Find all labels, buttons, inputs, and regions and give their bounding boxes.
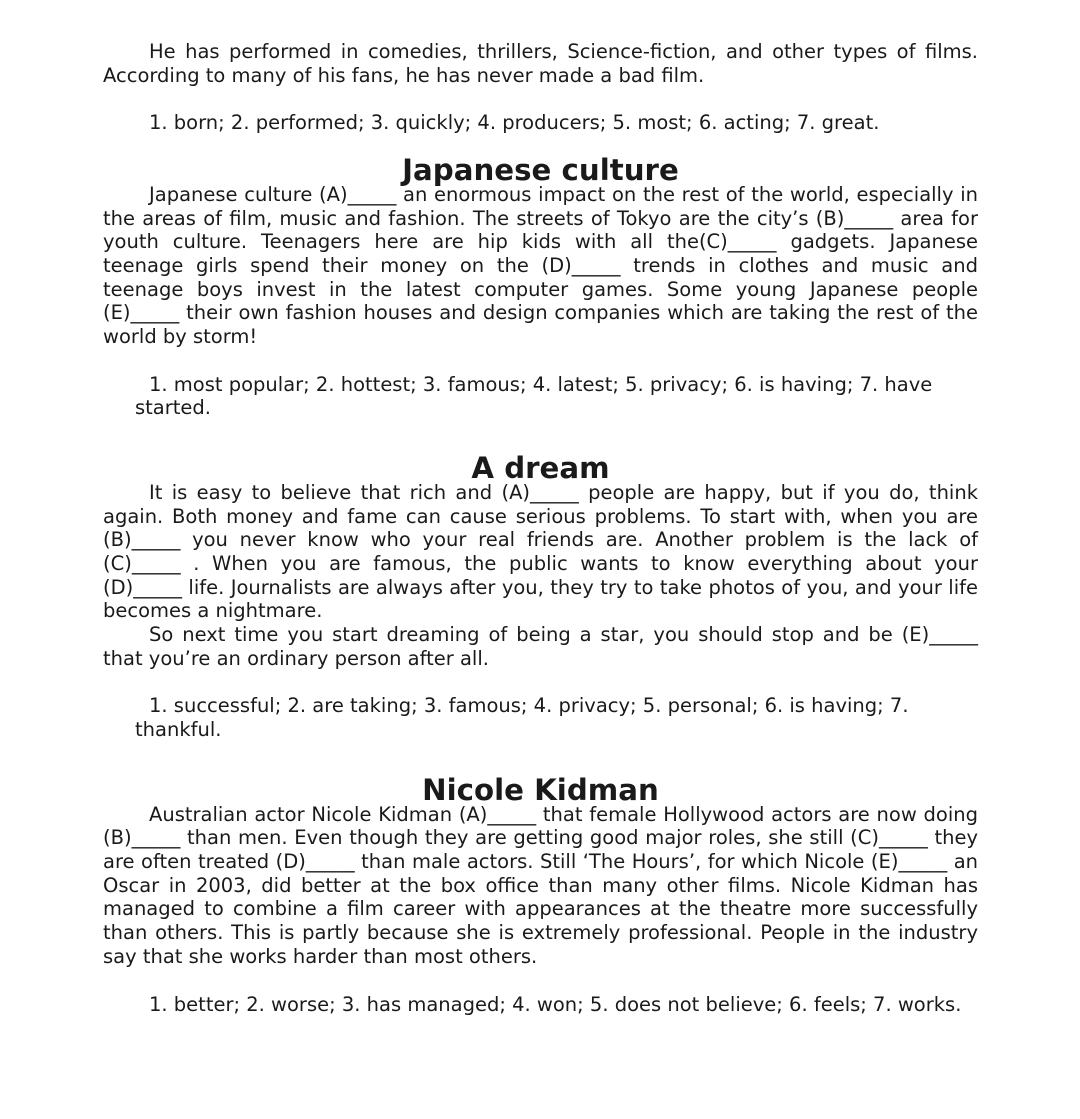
intro-paragraph: He has performed in comedies, thrillers, Science-fiction, and other types of films. According to many of his fans, he has never made a bad film.	[103, 40, 978, 87]
spacer	[103, 349, 978, 373]
nicole-kidman-options: 1. better; 2. worse; 3. has managed; 4. won; 5. does not believe; 6. feels; 7. works.	[149, 992, 962, 1016]
spacer	[103, 969, 978, 993]
intro-options: 1. born; 2. performed; 3. quickly; 4. producers; 5. most; 6. acting; 7. great.	[149, 111, 880, 135]
a-dream-paragraph-2: So next time you start dreaming of being a star, you should stop and be (E)_____ that you’re an ordinary person after all.	[103, 623, 978, 670]
spacer	[103, 670, 978, 694]
nicole-kidman-paragraph: Australian actor Nicole Kidman (A)_____ that female Hollywood actors are now doing (B)_____ than men. Even though they are getting good major roles, she still (C)_____ they are often treated (D)_____ than male actors. Still ‘The Hours’, for which Nicole (E)_____ an Oscar in 2003, did better at the box office than many other films. Nicole Kidman has managed to combine a film career with appearances at the theatre more successfully than others. This is partly because she is extremely professional. People in the industry say that she works harder than most others.	[103, 802, 978, 968]
japanese-culture-paragraph: Japanese culture (A)_____ an enormous impact on the rest of the world, especially in the areas of film, music and fashion. The streets of Tokyo are the city’s (B)_____ area for youth culture. Teenagers here are hip kids with all the(C)_____ gadgets. Japanese teenage girls spend their money on the (D)_____ trends in clothes and music and teenage boys invest in the latest computer games. Some young Japanese people (E)_____ their own fashion houses and design companies which are taking the rest of the world by storm!	[103, 182, 978, 349]
spacer	[103, 87, 978, 111]
a-dream-title: A dream	[471, 451, 610, 486]
a-dream-paragraph-1: It is easy to believe that rich and (A)_____ people are happy, but if you do, think again. Both money and fame can cause serious problems. To start with, when you are (B)_____ you never know who your real friends are. Another problem is the lack of (C)_____ . When you are famous, the public wants to know everything about your (D)_____ life. Journalists are always after you, they try to take photos of you, and your life becomes a nightmare.	[103, 480, 978, 623]
japanese-culture-options: 1. most popular; 2. hottest; 3. famous; 4. latest; 5. privacy; 6. is having; 7. have started.	[135, 372, 933, 420]
a-dream-options: 1. successful; 2. are taking; 3. famous; 4. privacy; 5. personal; 6. is having; 7. thankful.	[135, 694, 909, 742]
japanese-culture-title: Japanese culture	[402, 153, 679, 188]
nicole-kidman-title: Nicole Kidman	[422, 772, 659, 807]
